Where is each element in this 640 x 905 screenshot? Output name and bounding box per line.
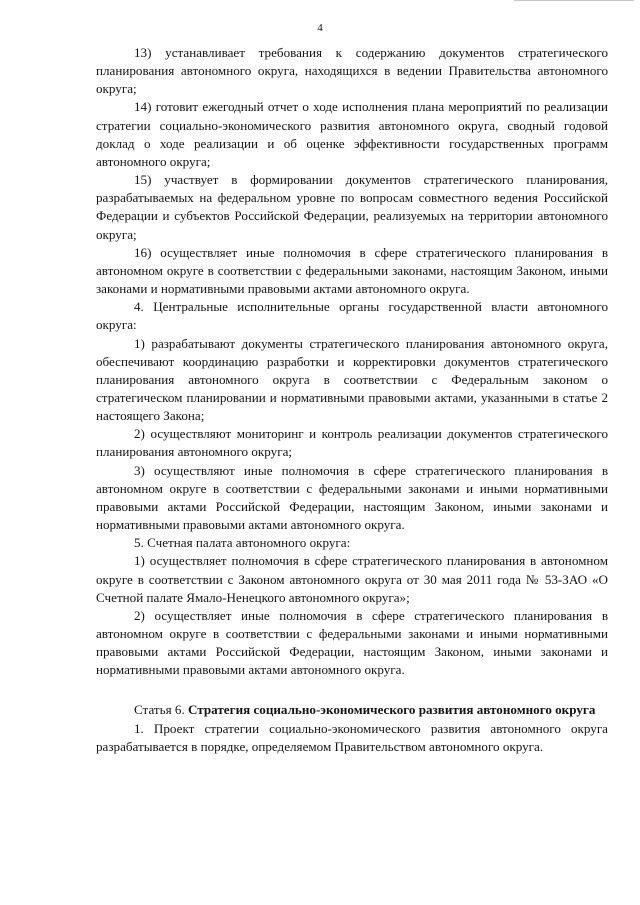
- section-4-item-2: 2) осуществляют мониторинг и контроль реализации документов стратегического планирования автономного округа;: [96, 426, 608, 460]
- article-6-paragraph-1: 1. Проект стратегии социально-экономического развития автономного округа разрабатывается в порядке, определяемом Правительством автономного округа.: [96, 720, 608, 754]
- paragraph-14: 14) готовит ежегодный отчет о ходе исполнения плана мероприятий по реализации стратегии социально-экономического развития автономного округа, сводный годовой доклад о ходе реализации и об оценке эффективности государственных программ автономного округа;: [96, 99, 608, 169]
- section-4-heading: 4. Центральные исполнительные органы государственной власти автономного округа:: [96, 299, 608, 333]
- section-5-heading: 5. Счетная палата автономного округа:: [134, 535, 351, 551]
- paragraph-13: 13) устанавливает требования к содержанию документов стратегического планирования автономного округа, находящихся в ведении Правительства автономного округа;: [96, 45, 608, 97]
- section-5-item-1: 1) осуществляет полномочия в сфере стратегического планирования в автономном округе в соответствии с Законом автономного округа от 30 мая 2011 года № 53-ЗАО «О Счетной палате Ямало-Ненецкого автономного округа»;: [96, 553, 608, 605]
- scan-edge-mark: [514, 0, 634, 1]
- document-body: [96, 44, 608, 756]
- article-label: Статья 6.: [134, 702, 185, 718]
- page-number: 4: [317, 22, 323, 34]
- section-4-item-3: 3) осуществляют иные полномочия в сфере стратегического планирования в автономном округе в соответствии с федеральными законами и иными нормативными правовыми актами Российской Федерации, настоящим Законом, иными законами и нормативными правовыми актами автономного округа.: [96, 462, 608, 533]
- article-title: Стратегия социально-экономического развития автономного округа: [188, 702, 596, 718]
- paragraph-15: 15) участвует в формировании документов стратегического планирования, разрабатываемых на федеральном уровне по вопросам совместного ведения Российской Федерации и субъектов Российской Федерации, реализуемых на территории автономного округа;: [96, 172, 608, 242]
- article-heading: [96, 701, 608, 719]
- paragraph-16: 16) осуществляет иные полномочия в сфере стратегического планирования в автономном округе в соответствии с федеральными законами, настоящим Законом, иными законами и нормативными правовыми актами автономного округа.: [96, 244, 608, 297]
- section-5-item-2: 2) осуществляет иные полномочия в сфере стратегического планирования в автономном округе в соответствии с федеральными законами и иными нормативными правовыми актами Российской Федерации, настоящим Законом, иными законами и нормативными правовыми актами автономного округа.: [96, 607, 608, 678]
- section-4-item-1: 1) разрабатывают документы стратегического планирования автономного округа, обеспечивают координацию разработки и корректировки документов стратегического планирования автономного округа в соответствии с Федеральным законом о стратегическом планировании и нормативными правовыми актами, указанными в статье 2 настоящего Закона;: [96, 335, 608, 424]
